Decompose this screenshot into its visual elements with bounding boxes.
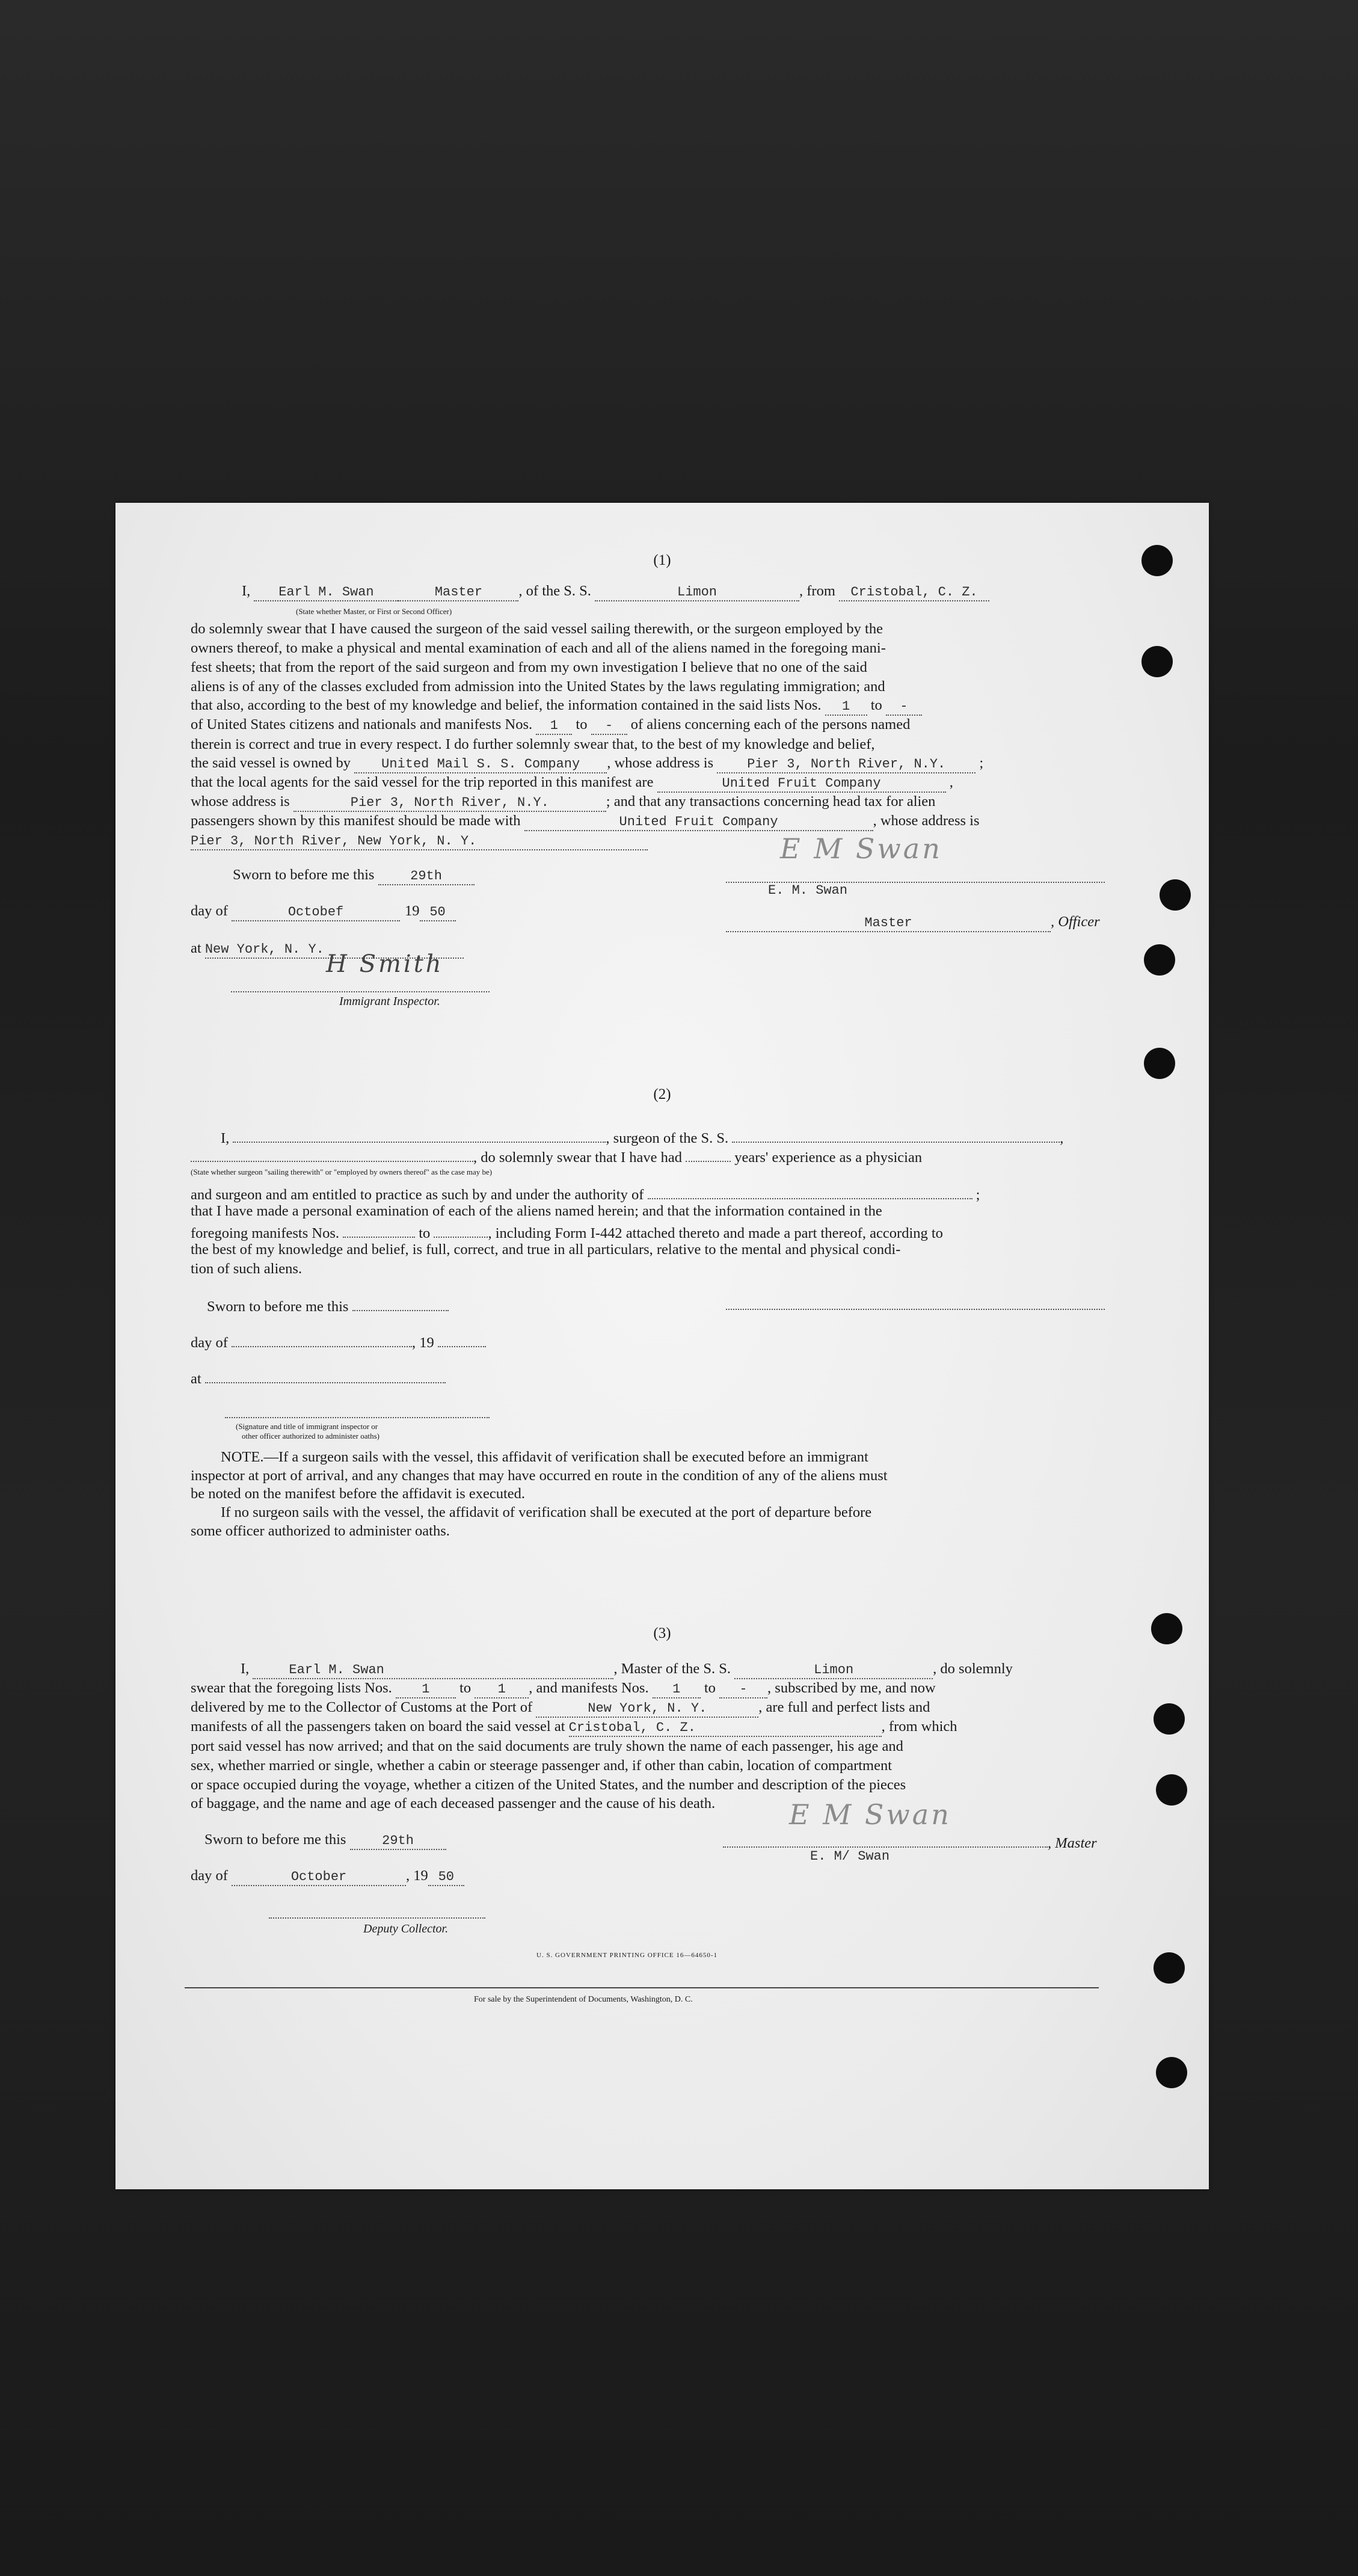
- surgeon-status-note: (State whether surgeon "sailing therewith" or "employed by owners thereof" as the case may be): [191, 1167, 493, 1176]
- inspector-title: Immigrant Inspector.: [339, 995, 440, 1008]
- s1-body-4: aliens is of any of the classes excluded from admission into the United States by the laws regulating immigration; and: [191, 678, 885, 695]
- s1-place-field: New York, N. Y.: [205, 942, 464, 959]
- deputy-rule: [269, 1917, 485, 1919]
- gpo-imprint: U. S. GOVERNMENT PRINTING OFFICE 16—64650-1: [536, 1952, 718, 1959]
- section-2-number: (2): [653, 1086, 671, 1102]
- s2-line-5: foregoing manifests Nos. to , including Form I-442 attached thereto and made a part thereof, according to: [191, 1221, 943, 1243]
- surgeon-vessel-field: [732, 1126, 1060, 1143]
- s3-sworn-day-field: 29th: [350, 1833, 446, 1850]
- s3-lists-from-field: 1: [396, 1682, 456, 1698]
- footer-rule: [185, 1987, 1099, 1988]
- master-signature-3: E M Swan: [789, 1798, 951, 1831]
- s3-signature-rule: [723, 1831, 1048, 1848]
- punch-hole: [1154, 1703, 1185, 1735]
- s2-note-2: inspector at port of arrival, and any changes that may have occurred en route in the condition of any of the aliens must: [191, 1468, 888, 1484]
- lists-from-field: 1: [825, 699, 867, 716]
- s2-note-5: some officer authorized to administer oaths.: [191, 1523, 450, 1539]
- punch-hole: [1156, 2057, 1187, 2088]
- owner-field: United Mail S. S. Company: [354, 757, 607, 773]
- s1-body-7: therein is correct and true in every respect. I do further solemnly swear that, to the best of my knowledge and belief,: [191, 736, 875, 752]
- s2-place: at: [191, 1366, 446, 1388]
- s2-note-4: If no surgeon sails with the vessel, the affidavit of verification shall be executed at the port of departure before: [221, 1504, 872, 1520]
- owner-address-field: Pier 3, North River, N.Y.: [717, 757, 975, 773]
- manifest-to-field: -: [591, 718, 627, 735]
- s2-line-1: I, , surgeon of the S. S. ,: [221, 1126, 1063, 1148]
- s3-departure-field: Cristobal, C. Z.: [569, 1720, 882, 1737]
- s3-master-line: , Master: [723, 1831, 1097, 1852]
- s1-sworn-day-field: 29th: [378, 868, 475, 885]
- s2-sig-note-1: (Signature and title of immigrant inspector or: [236, 1422, 378, 1431]
- punch-hole: [1160, 879, 1191, 911]
- experience-years-field: [686, 1145, 731, 1162]
- s1-officer-line: Master , Officer: [726, 913, 1100, 932]
- s3-line-7: or space occupied during the voyage, whether a citizen of the United States, and the number and description of the pieces: [191, 1777, 906, 1793]
- s3-line-5: port said vessel has now arrived; and that on the said documents are truly shown the name of each passenger, his age and: [191, 1738, 903, 1754]
- s2-month-field: [232, 1330, 412, 1347]
- s2-inspector-rule: [225, 1417, 490, 1418]
- head-tax-party-field: United Fruit Company: [524, 814, 873, 831]
- manifest-page: [115, 503, 1209, 2189]
- s2-line-6: the best of my knowledge and belief, is full, correct, and true in all particulars, relative to the mental and physical condi-: [191, 1241, 901, 1258]
- s2-manifest-to-field: [434, 1221, 488, 1238]
- agents-field: United Fruit Company: [657, 776, 946, 793]
- manifest-from-field: 1: [536, 718, 572, 735]
- s2-note-1: NOTE.—If a surgeon sails with the vessel, this affidavit of verification shall be executed before an immigrant: [221, 1449, 868, 1465]
- s3-sworn: Sworn to before me this 29th: [204, 1831, 446, 1850]
- section-1-number: (1): [653, 552, 671, 568]
- s1-place: at New York, N. Y.: [191, 939, 464, 959]
- head-tax-address-field: Pier 3, North River, New York, N. Y.: [191, 834, 648, 850]
- s3-manifest-to-field: -: [719, 1682, 767, 1698]
- vessel-field: Limon: [595, 585, 799, 601]
- s3-month-field: October: [232, 1869, 406, 1886]
- s2-line-2: , do solemnly swear that I have had years' experience as a physician: [191, 1145, 922, 1167]
- s2-manifest-from-field: [343, 1221, 415, 1238]
- s3-name-field: Earl M. Swan: [253, 1662, 613, 1679]
- s2-date: day of , 19: [191, 1330, 486, 1352]
- s1-body-5: that also, according to the best of my knowledge and belief, the information contained in the said lists Nos. 1 to -: [191, 696, 922, 716]
- s2-line-3: and surgeon and am entitled to practice as such by and under the authority of ;: [191, 1182, 980, 1204]
- master-signature-1: E M Swan: [780, 832, 942, 865]
- punch-hole: [1154, 1952, 1185, 1984]
- punch-hole: [1144, 944, 1175, 976]
- s1-body-6: of United States citizens and nationals and manifests Nos. 1 to - of aliens concerning each of the persons named: [191, 716, 910, 735]
- s1-body-9: that the local agents for the said vessel for the trip reported in this manifest are United Fruit Company ,: [191, 773, 953, 793]
- rank-field: Master: [398, 585, 518, 601]
- s1-body-10: whose address is Pier 3, North River, N.Y. ; and that any transactions concerning head tax for alien: [191, 793, 935, 812]
- master-name-field: Earl M. Swan: [254, 585, 398, 601]
- s2-sig-note-2: other officer authorized to administer oaths): [242, 1431, 379, 1440]
- s3-port-field: New York, N. Y.: [536, 1701, 758, 1718]
- s2-line-7: tion of such aliens.: [191, 1261, 303, 1277]
- section-3-number: (3): [653, 1625, 671, 1641]
- s1-line-1: I, Earl M. Swan Master , of the S. S. Limon , from Cristobal, C. Z.: [242, 582, 989, 601]
- s3-line-2: swear that the foregoing lists Nos. 1 to 1 , and manifests Nos. 1 to - , subscribed by me, and now: [191, 1679, 936, 1698]
- agents-address-field: Pier 3, North River, N.Y.: [293, 795, 606, 812]
- s1-date: day of Octobef 19 50: [191, 902, 456, 921]
- rank-note: (State whether Master, or First or Second Officer): [296, 607, 452, 616]
- lists-to-field: -: [886, 699, 922, 716]
- s3-line-1: I, Earl M. Swan , Master of the S. S. Limon , do solemnly: [241, 1660, 1013, 1679]
- authority-field: [648, 1182, 972, 1199]
- s2-line-4: that I have made a personal examination of each of the aliens named herein; and that the information contained in the: [191, 1203, 882, 1219]
- officer-rank-field: Master: [726, 915, 1051, 932]
- s3-year-field: 50: [428, 1869, 464, 1886]
- s3-line-6: sex, whether married or single, whether a cabin or steerage passenger and, if other than cabin, location of compartment: [191, 1757, 893, 1774]
- inspector-signature: H Smith: [326, 950, 444, 978]
- s3-manifest-from-field: 1: [653, 1682, 701, 1698]
- s3-date: day of October , 19 50: [191, 1867, 464, 1886]
- s1-body-12: [191, 831, 648, 850]
- s1-month-field: Octobef: [232, 905, 400, 921]
- surgeon-name-field: [233, 1126, 606, 1143]
- s1-year-field: 50: [420, 905, 456, 921]
- s2-place-field: [205, 1366, 446, 1383]
- s2-sworn-day-field: [352, 1294, 449, 1311]
- s2-signature-rule: [726, 1309, 1105, 1310]
- s1-body-3: fest sheets; that from the report of the said surgeon and from my own investigation I believe that no one of the said: [191, 659, 867, 675]
- s3-line-3: delivered by me to the Collector of Customs at the Port of New York, N. Y. , are full and perfect lists and: [191, 1698, 930, 1718]
- s3-typed-name: E. M/ Swan: [810, 1849, 890, 1864]
- s1-body-11: passengers shown by this manifest should be made with United Fruit Company , whose address is: [191, 812, 980, 831]
- s1-sworn: Sworn to before me this 29th: [233, 866, 475, 885]
- s1-typed-name: E. M. Swan: [768, 883, 848, 898]
- from-port-field: Cristobal, C. Z.: [839, 585, 989, 601]
- s3-line-8: of baggage, and the name and age of each deceased passenger and the cause of his death.: [191, 1795, 716, 1812]
- s2-sworn: Sworn to before me this: [207, 1294, 449, 1316]
- s3-lists-to-field: 1: [475, 1682, 529, 1698]
- s1-body-1: do solemnly swear that I have caused the surgeon of the said vessel sailing therewith, or the surgeon employed by the: [191, 621, 883, 637]
- surgeon-status-field: [191, 1145, 473, 1162]
- sale-notice: For sale by the Superintendent of Documents, Washington, D. C.: [474, 1995, 693, 2004]
- s3-line-4: manifests of all the passengers taken on board the said vessel at Cristobal, C. Z. , from which: [191, 1718, 957, 1737]
- s1-body-8: the said vessel is owned by United Mail S. S. Company , whose address is Pier 3, North River, N.Y. ;: [191, 754, 983, 773]
- s3-vessel-field: Limon: [734, 1662, 933, 1679]
- punch-hole: [1144, 1048, 1175, 1079]
- s2-note-3: be noted on the manifest before the affidavit is executed.: [191, 1486, 526, 1502]
- s1-body-2: owners thereof, to make a physical and mental examination of each and all of the aliens named in the foregoing mani-: [191, 640, 886, 656]
- s2-year-field: [438, 1330, 486, 1347]
- deputy-title: Deputy Collector.: [363, 1922, 449, 1935]
- punch-hole: [1156, 1774, 1187, 1806]
